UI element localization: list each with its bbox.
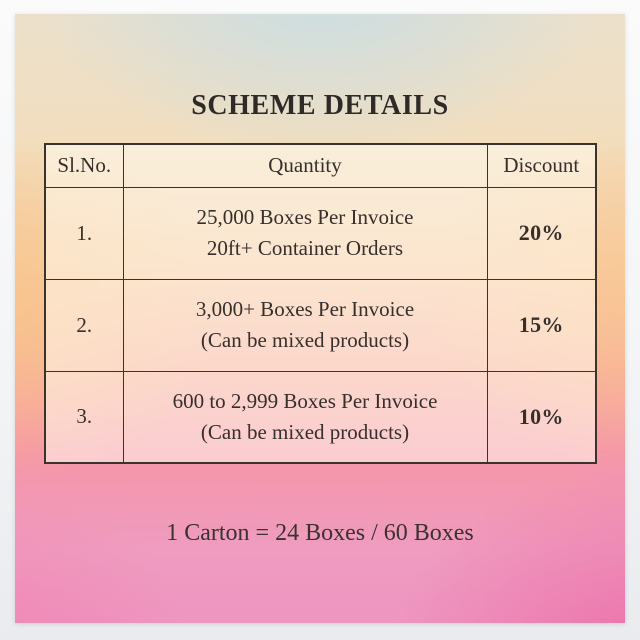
carton-conversion-note: 1 Carton = 24 Boxes / 60 Boxes [166, 520, 474, 546]
column-header-quantity: Quantity [123, 144, 487, 187]
discount-cell: 20% [487, 187, 596, 279]
quantity-cell [123, 371, 487, 463]
scheme-card [15, 14, 625, 623]
quantity-line-1: 25,000 Boxes Per Invoice [196, 205, 414, 229]
table-row [45, 279, 596, 371]
quantity-cell [123, 279, 487, 371]
page-title: SCHEME DETAILS [191, 90, 449, 121]
quantity-line-2: (Can be mixed products) [200, 419, 410, 444]
slno-cell: 2. [45, 279, 123, 371]
table-row [45, 371, 596, 463]
quantity-line-2: (Can be mixed products) [200, 328, 410, 352]
slno-cell: 3. [45, 371, 123, 463]
discount-cell: 15% [487, 279, 596, 371]
table-header-row [45, 144, 596, 187]
discount-cell: 10% [487, 371, 596, 463]
column-header-discount: Discount [487, 144, 596, 187]
quantity-line-1: 600 to 2,999 Boxes Per Invoice [172, 388, 438, 413]
quantity-line-2: 20ft+ Container Orders [206, 236, 404, 260]
slno-cell: 1. [45, 187, 123, 279]
quantity-cell [123, 187, 487, 279]
table-row [45, 187, 596, 279]
column-header-slno: Sl.No. [45, 144, 123, 187]
quantity-line-1: 3,000+ Boxes Per Invoice [195, 297, 415, 321]
scheme-table [44, 143, 597, 464]
